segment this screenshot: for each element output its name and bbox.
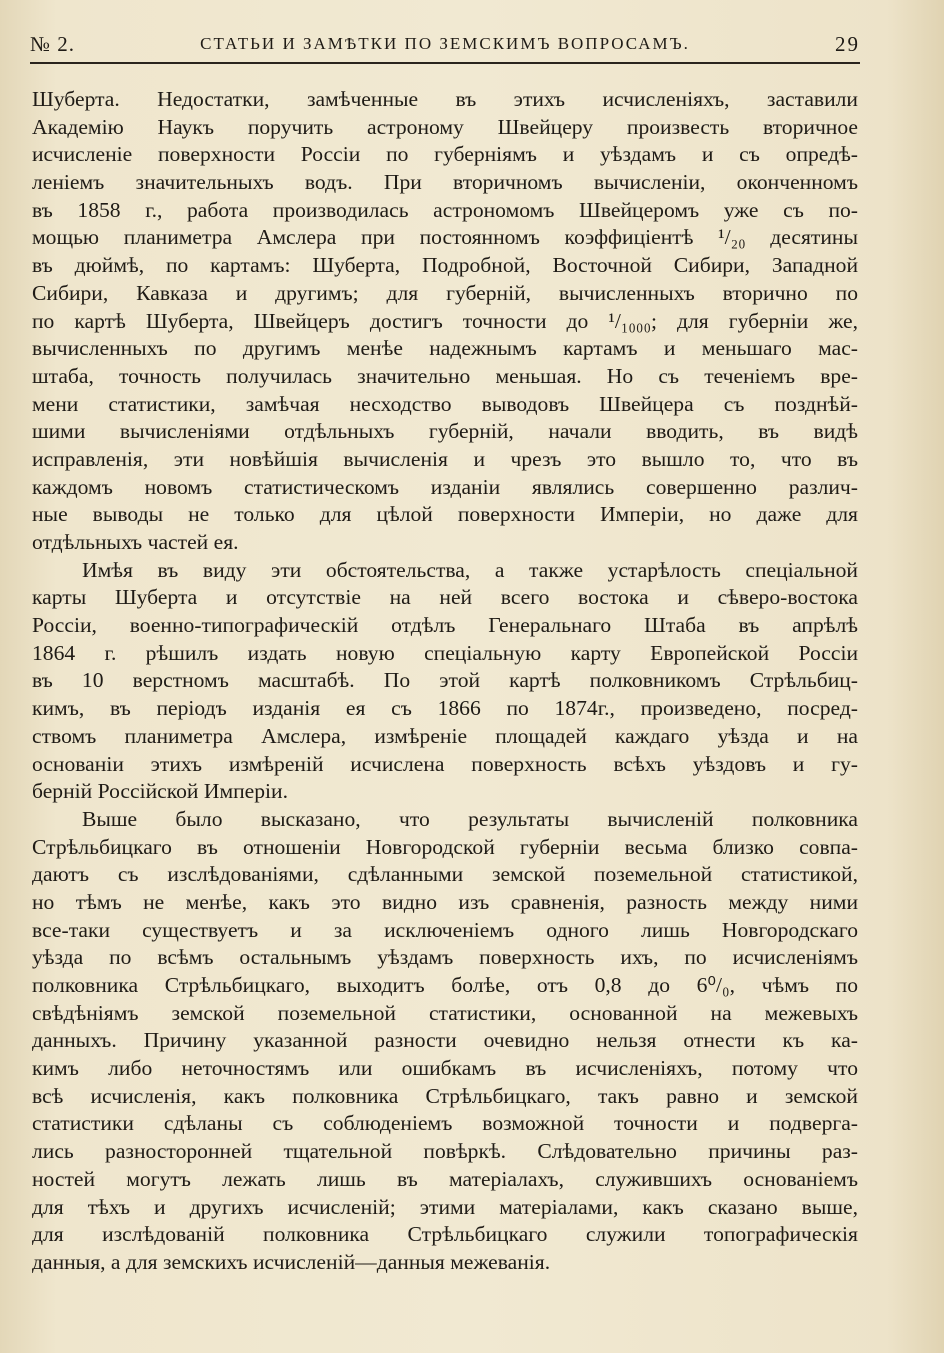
- text-line: каждомъ новомъ статистическомъ изданіи являлись совершенно различ-: [32, 474, 858, 499]
- text-line: все-таки существуетъ и за исключеніемъ одного лишь Новгородскаго: [32, 917, 858, 942]
- text-line: 1864 г. рѣшилъ издать новую спеціальную карту Европейской Россіи: [32, 640, 858, 665]
- text-line: шими вычисленіями отдѣльныхъ губерній, начали вводить, въ видѣ: [32, 419, 858, 444]
- text-line: Шуберта. Недостатки, замѣченные въ этихъ исчисленіяхъ, заставили: [32, 87, 858, 111]
- text-line: Академію Наукъ поручить астроному Швейцеру произвесть вторичное: [32, 114, 858, 139]
- text-line: Сибири, Кавказа и другимъ; для губерній, вычисленныхъ вторично по: [32, 280, 858, 305]
- text-line: основаніи этихъ измѣреній исчислена поверхность всѣхъ уѣздовъ и гу-: [32, 751, 858, 776]
- text-line: въ 10 верстномъ масштабѣ. По этой картѣ полковникомъ Стрѣльбиц-: [32, 668, 858, 693]
- text-line: берній Россійской Имперіи.: [32, 779, 289, 804]
- running-header: [30, 30, 860, 60]
- text-line: данныхъ. Причину указанной разности очевидно нельзя отнести къ ка-: [32, 1028, 858, 1053]
- text-line: ствомъ планиметра Амслера, измѣреніе площадей каждаго уѣзда и на: [32, 723, 858, 748]
- text-line: въ 1858 г., работа производилась астрономомъ Швейцеромъ уже съ по-: [32, 197, 858, 222]
- text-line: Имѣя въ виду эти обстоятельства, а также устарѣлость спеціальной: [82, 557, 858, 582]
- issue-number: № 2.: [30, 32, 76, 56]
- text-line: Россіи, военно-типографическій отдѣлъ Генеральнаго Штаба въ апрѣлѣ: [32, 613, 858, 638]
- text-line: штаба, точность получилась значительно меньшая. Но съ теченіемъ вре-: [32, 363, 858, 388]
- text-line: лись разносторонней тщательной повѣркѣ. Слѣдовательно причины раз-: [32, 1139, 858, 1164]
- text-line: по картѣ Шуберта, Швейцеръ достигъ точности до ¹/₁₀₀₀; для губерніи же,: [32, 308, 858, 333]
- text-line: мощью планиметра Амслера при постоянномъ коэффиціентѣ ¹/₂₀ десятины: [32, 225, 858, 250]
- page-number: 29: [835, 32, 860, 56]
- header-rule: [30, 62, 860, 64]
- text-line: статистики сдѣланы съ соблюденіемъ возможной точности и подверга-: [32, 1111, 858, 1136]
- text-line: отдѣльныхъ частей ея.: [32, 530, 239, 554]
- text-line: Стрѣльбицкаго въ отношеніи Новгородской губерніи весьма близко совпа-: [32, 834, 858, 859]
- text-line: уѣзда по всѣмъ остальнымъ уѣздамъ поверхность ихъ, по исчисленіямъ: [32, 945, 858, 970]
- text-line: данныя, а для земскихъ исчисленій—данныя межеванія.: [32, 1249, 551, 1274]
- text-line: мени статистики, замѣчая несходство выводовъ Швейцера съ позднѣй-: [32, 391, 858, 416]
- text-line: вычисленныхъ по другимъ менѣе надежнымъ картамъ и меньшаго мас-: [32, 336, 858, 361]
- text-line: ностей могутъ лежать лишь въ матеріалахъ, служившихъ основаніемъ: [32, 1166, 858, 1191]
- running-title: СТАТЬИ И ЗАМѢТКИ ПО ЗЕМСКИМЪ ВОПРОСАМЪ.: [200, 34, 690, 53]
- body-text: [32, 86, 858, 1277]
- text-line: ные выводы не только для цѣлой поверхности Имперіи, но даже для: [32, 502, 858, 527]
- text-line: кимъ либо неточностямъ или ошибкамъ въ исчисленіяхъ, потому что: [32, 1056, 858, 1081]
- text-line: свѣдѣніямъ земской поземельной статистики, основанной на межевыхъ: [32, 1000, 858, 1025]
- text-line: исправленія, эти новѣйшія вычисленія и чрезъ это вышло то, что въ: [32, 446, 858, 471]
- text-line: для изслѣдованій полковника Стрѣльбицкаго служили топографическія: [32, 1222, 858, 1247]
- text-line: даютъ съ изслѣдованіями, сдѣланными земской поземельной статистикой,: [32, 862, 858, 887]
- text-line: въ дюймѣ, по картамъ: Шуберта, Подробной, Восточной Сибири, Западной: [32, 253, 858, 278]
- text-line: полковника Стрѣльбицкаго, выходитъ болѣе, отъ 0,8 до 6⁰/₀, чѣмъ по: [32, 973, 858, 997]
- text-line: всѣ исчисленія, какъ полковника Стрѣльбицкаго, такъ равно и земской: [32, 1083, 858, 1108]
- text-line: карты Шуберта и отсутствіе на ней всего востока и сѣверо-востока: [32, 585, 858, 610]
- text-line: исчисленіе поверхности Россіи по губерніямъ и уѣздамъ и съ опредѣ-: [32, 142, 858, 167]
- text-line: леніемъ значительныхъ водъ. При вторичномъ вычисленіи, оконченномъ: [32, 170, 858, 195]
- text-line: для тѣхъ и другихъ исчисленій; этими матеріалами, какъ сказано выше,: [32, 1194, 858, 1219]
- text-line: Выше было высказано, что результаты вычисленій полковника: [82, 806, 858, 831]
- text-line: но тѣмъ не менѣе, какъ это видно изъ сравненія, разность между ними: [32, 889, 858, 914]
- text-line: кимъ, въ періодъ изданія ея съ 1866 по 1874г., произведено, посред-: [32, 696, 858, 721]
